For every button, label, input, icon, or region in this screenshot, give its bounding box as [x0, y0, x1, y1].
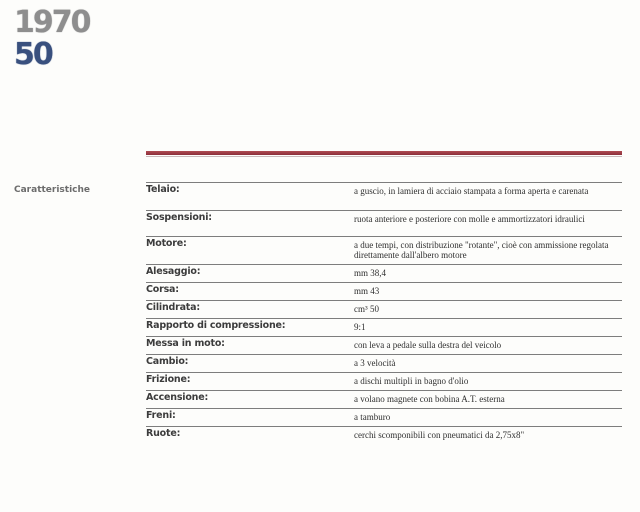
spec-row-alesaggio	[146, 264, 622, 282]
spec-label: Messa in moto:	[146, 338, 225, 349]
spec-row-accensione	[146, 390, 622, 408]
spec-label: Accensione:	[146, 392, 209, 403]
red-divider	[146, 151, 622, 155]
spec-value: a due tempi, con distribuzione "rotante", cioè con ammissione regolata direttamente dall'albero motore	[354, 240, 609, 260]
spec-row-frizione	[146, 372, 622, 390]
spec-value: 9:1	[354, 322, 366, 332]
gray-divider	[146, 156, 622, 157]
spec-value: mm 43	[354, 286, 380, 296]
spec-row-cambio	[146, 354, 622, 372]
spec-label: Cilindrata:	[146, 302, 200, 313]
spec-value: con leva a pedale sulla destra del veicolo	[354, 340, 502, 350]
spec-table	[146, 182, 622, 444]
spec-label: Telaio:	[146, 184, 180, 195]
spec-value: cerchi scomponibili con pneumatici da 2,75x8"	[354, 430, 525, 440]
spec-label: Corsa:	[146, 284, 179, 295]
year-heading: 1970	[14, 5, 90, 40]
spec-value: a tamburo	[354, 412, 391, 422]
spec-row-freni	[146, 408, 622, 426]
spec-label: Alesaggio:	[146, 266, 201, 277]
spec-value: a 3 velocità	[354, 358, 396, 368]
spec-value: a guscio, in lamiera di acciaio stampata a forma aperta e carenata	[354, 186, 589, 196]
spec-value: ruota anteriore e posteriore con molle e ammortizzatori idraulici	[354, 214, 585, 224]
model-heading: 50	[14, 37, 52, 72]
spec-label: Motore:	[146, 238, 187, 249]
spec-row-sospensioni	[146, 210, 622, 236]
spec-row-rapporto-compressione	[146, 318, 622, 336]
spec-label: Sospensioni:	[146, 212, 212, 223]
spec-value: a volano magnete con bobina A.T. esterna	[354, 394, 505, 404]
spec-value: cm³ 50	[354, 304, 379, 314]
spec-value: mm 38,4	[354, 268, 387, 278]
spec-label: Cambio:	[146, 356, 189, 367]
spec-label: Rapporto di compressione:	[146, 320, 286, 331]
spec-row-corsa	[146, 282, 622, 300]
spec-value: a dischi multipli in bagno d'olio	[354, 376, 469, 386]
spec-row-messa-in-moto	[146, 336, 622, 354]
section-title: Caratteristiche	[14, 185, 91, 195]
spec-label: Ruote:	[146, 428, 181, 439]
spec-row-motore	[146, 236, 622, 264]
spec-row-ruote	[146, 426, 622, 444]
spec-label: Freni:	[146, 410, 176, 421]
spec-row-cilindrata	[146, 300, 622, 318]
spec-label: Frizione:	[146, 374, 191, 385]
spec-row-telaio	[146, 182, 622, 210]
